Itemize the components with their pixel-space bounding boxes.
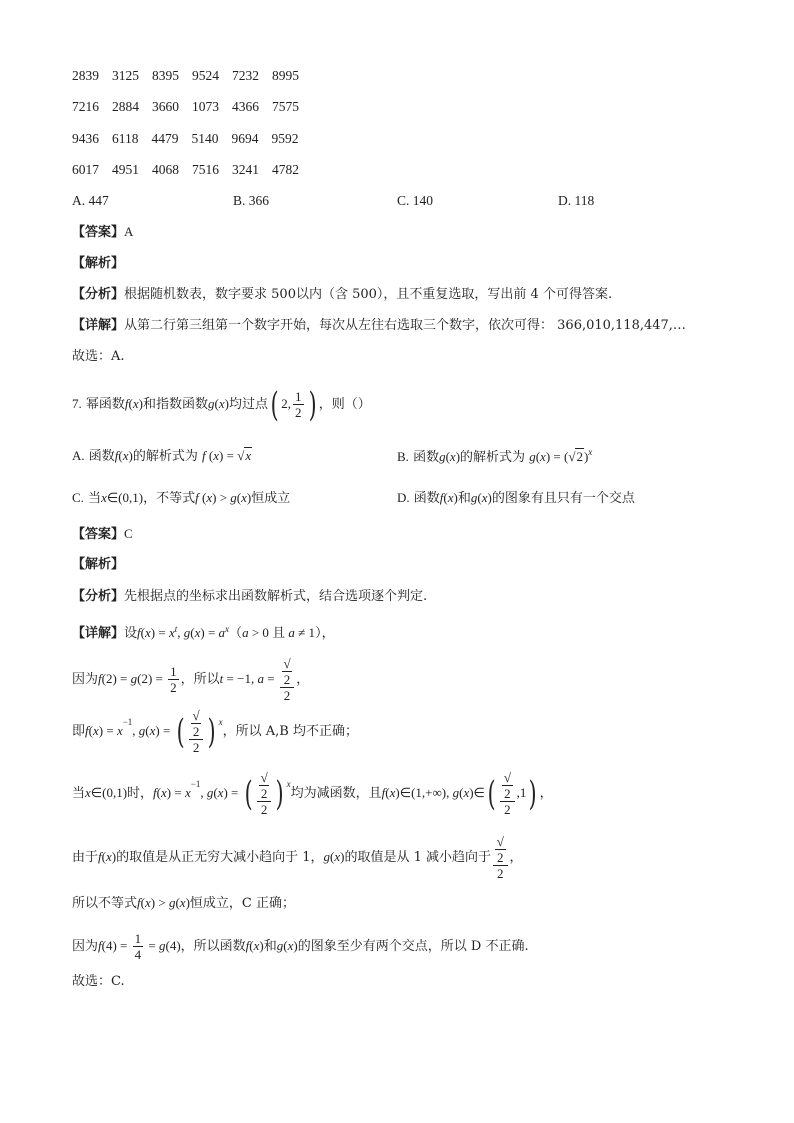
option-b: B. 366 bbox=[233, 193, 270, 208]
option-text: 和 bbox=[457, 491, 471, 506]
table-cell: 9436 bbox=[72, 131, 99, 146]
table-cell: 4951 bbox=[112, 162, 139, 177]
conclusion: 故选：A. bbox=[72, 349, 125, 364]
table-cell: 7232 bbox=[232, 68, 259, 83]
fenxi-text: 根据随机数表，数字要求 500以内（含 500），且不重复选取，写出前 4 个可得答案. bbox=[124, 287, 613, 302]
number-table-row bbox=[72, 98, 312, 117]
number-table-row bbox=[72, 67, 312, 86]
analysis-heading bbox=[72, 556, 124, 574]
detail-text: 设 bbox=[124, 626, 138, 641]
number-table-row bbox=[72, 130, 312, 149]
detail-text: 的图象至少有两个交点，所以 D 不正确. bbox=[297, 939, 529, 954]
option-text: 的图象有且只有一个交点 bbox=[491, 491, 635, 506]
detail-line-2: 因为f(2) = g(2) = $\frac{1}{2}$ ，所以t = −1, a = √ 2 2 ， bbox=[72, 656, 310, 703]
answer-line bbox=[72, 525, 133, 544]
option-text: 函数 bbox=[413, 491, 440, 506]
detail-text: ， bbox=[296, 672, 310, 687]
detail-text: ，所以 bbox=[180, 672, 220, 687]
table-cell: 2839 bbox=[72, 68, 99, 83]
question-number: 7. bbox=[72, 396, 82, 411]
detail-line-3: 即$f(x) = x^{-1}$, g(x) = ( √ 2 2 ) $^x$，所以 A,B 均不正确； bbox=[72, 708, 358, 755]
q7-option-c: C. 当x∈(0,1)，不等式f (x) > g(x)恒成立 bbox=[72, 490, 291, 506]
option-text: ，不等式 bbox=[143, 491, 196, 506]
detail-text: 的取值是从 1 减小趋向于 bbox=[344, 850, 492, 865]
option-c: C. 140 bbox=[397, 193, 434, 208]
table-cell: 9694 bbox=[231, 131, 259, 146]
q7-option-d: D. 函数f(x)和g(x)的图象有且只有一个交点 bbox=[397, 490, 635, 506]
fenxi-line bbox=[72, 286, 612, 304]
detail-line-7: 因为f(4) = $\frac{1}{4}$ = g(4)，所以函数f(x)和g(x)的图象至少有两个交点，所以 D 不正确. bbox=[72, 931, 529, 962]
q7-option-a: A. 函数f(x)的解析式为 f (x) = √x bbox=[72, 448, 252, 464]
table-cell: 9524 bbox=[192, 68, 219, 83]
option-text: 函数 bbox=[413, 450, 440, 465]
table-cell: 8995 bbox=[272, 68, 299, 83]
detail-text: 所以不等式 bbox=[72, 896, 138, 911]
table-cell: 3125 bbox=[112, 68, 139, 83]
xiangjie-text: 从第二行第三组第一个数字开始，每次从左往右选取三个数字，依次可得： 366,010,118,447,… bbox=[124, 318, 686, 333]
table-cell: 7516 bbox=[192, 162, 219, 177]
table-cell: 2884 bbox=[112, 99, 139, 114]
answer-value: A bbox=[124, 224, 134, 239]
fenxi-line bbox=[72, 588, 427, 606]
detail-line-1: 【详解】设$f(x) = x^t$, $g(x) = a^x(a > 0$ 且 a ≠ 1）， bbox=[72, 624, 335, 641]
detail-text: 和 bbox=[263, 939, 277, 954]
question-7-stem: 7. 幂函数f(x)和指数函数g(x)均过点( 2, $\frac{1}{2}$ ) ，则（） bbox=[72, 384, 371, 425]
option-text: 恒成立 bbox=[251, 491, 291, 506]
table-cell: 8395 bbox=[152, 68, 179, 83]
detail-text: ， bbox=[509, 850, 523, 865]
answer-line bbox=[72, 223, 133, 242]
q7-option-b: B. 函数g(x)的解析式为 $g(x) = (√2)^x$ bbox=[397, 447, 593, 465]
table-cell: 9592 bbox=[271, 131, 299, 146]
detail-text: 因为 bbox=[72, 939, 99, 954]
stem-text: 幂函数 bbox=[85, 397, 125, 412]
table-cell: 3660 bbox=[152, 99, 179, 114]
stem-text: 和指数函数 bbox=[143, 397, 209, 412]
table-cell: 5140 bbox=[191, 131, 219, 146]
detail-text: 均为减函数，且 bbox=[290, 786, 382, 801]
xiangjie-tag: 【详解】 bbox=[72, 626, 125, 641]
analysis-tag: 【解析】 bbox=[72, 557, 125, 572]
analysis-heading bbox=[72, 255, 124, 273]
answer-value: C bbox=[124, 526, 133, 541]
detail-text: 且 bbox=[272, 626, 286, 641]
analysis-tag: 【解析】 bbox=[72, 256, 125, 271]
fenxi-text: 先根据点的坐标求出函数解析式，结合选项逐个判定. bbox=[124, 589, 428, 604]
detail-text: ， bbox=[539, 786, 553, 801]
detail-text: ，所以函数 bbox=[180, 939, 246, 954]
detail-text: 即 bbox=[72, 724, 86, 739]
fenxi-tag: 【分析】 bbox=[72, 589, 125, 604]
detail-text: 当 bbox=[72, 786, 86, 801]
xiangjie-tag: 【详解】 bbox=[72, 318, 125, 333]
option-label: B. bbox=[397, 449, 409, 464]
table-cell: 4068 bbox=[152, 162, 179, 177]
conclusion: 故选：C. bbox=[72, 974, 125, 989]
table-cell: 4782 bbox=[272, 162, 299, 177]
answer-tag: 【答案】 bbox=[72, 225, 125, 240]
option-label: D. bbox=[397, 490, 410, 505]
detail-text: ，所以 A,B 均不正确； bbox=[222, 724, 358, 739]
table-cell: 3241 bbox=[232, 162, 259, 177]
stem-text: 均过点 bbox=[228, 397, 268, 412]
detail-text: 恒成立，C 正确； bbox=[189, 896, 295, 911]
detail-line-5: 由于f(x)的取值是从正无穷大减小趋向于 1，g(x)的取值是从 1 减小趋向于 √ 2 2 ， bbox=[72, 834, 523, 881]
number-table-row bbox=[72, 161, 312, 180]
option-label: C. bbox=[72, 490, 84, 505]
option-text: 当 bbox=[88, 491, 102, 506]
option-d: D. 118 bbox=[558, 193, 595, 208]
detail-text: 由于 bbox=[72, 850, 99, 865]
detail-text: 时， bbox=[127, 786, 154, 801]
table-cell: 7575 bbox=[272, 99, 299, 114]
detail-text: （ bbox=[229, 626, 243, 641]
table-cell: 1073 bbox=[192, 99, 219, 114]
answer-tag: 【答案】 bbox=[72, 527, 125, 542]
fenxi-tag: 【分析】 bbox=[72, 287, 125, 302]
option-text: 的解析式为 bbox=[460, 450, 526, 465]
table-cell: 6118 bbox=[112, 131, 139, 146]
option-text: 函数 bbox=[88, 449, 115, 464]
table-cell: 4366 bbox=[232, 99, 259, 114]
option-text: 的解析式为 bbox=[132, 449, 198, 464]
stem-text: ，则（） bbox=[318, 397, 371, 412]
detail-text: 的取值是从正无穷大减小趋向于 1， bbox=[116, 850, 324, 865]
xiangjie-line bbox=[72, 317, 686, 335]
detail-text: ）， bbox=[315, 626, 335, 641]
table-cell: 6017 bbox=[72, 162, 99, 177]
detail-line-6: 所以不等式f(x) > g(x)恒成立，C 正确； bbox=[72, 895, 295, 911]
option-label: A. bbox=[72, 448, 85, 463]
table-cell: 4479 bbox=[151, 131, 179, 146]
detail-line-4: 当x∈(0,1)时，$f(x) = x^{-1}$, g(x) = ( √ 2 2 ) $^x$均为减函数，且f(x)∈(1,+∞), g(x)∈( √ 2 2 ,1) ， bbox=[72, 770, 553, 817]
table-cell: 7216 bbox=[72, 99, 99, 114]
option-a: A. 447 bbox=[72, 193, 109, 208]
detail-text: 因为 bbox=[72, 672, 99, 687]
